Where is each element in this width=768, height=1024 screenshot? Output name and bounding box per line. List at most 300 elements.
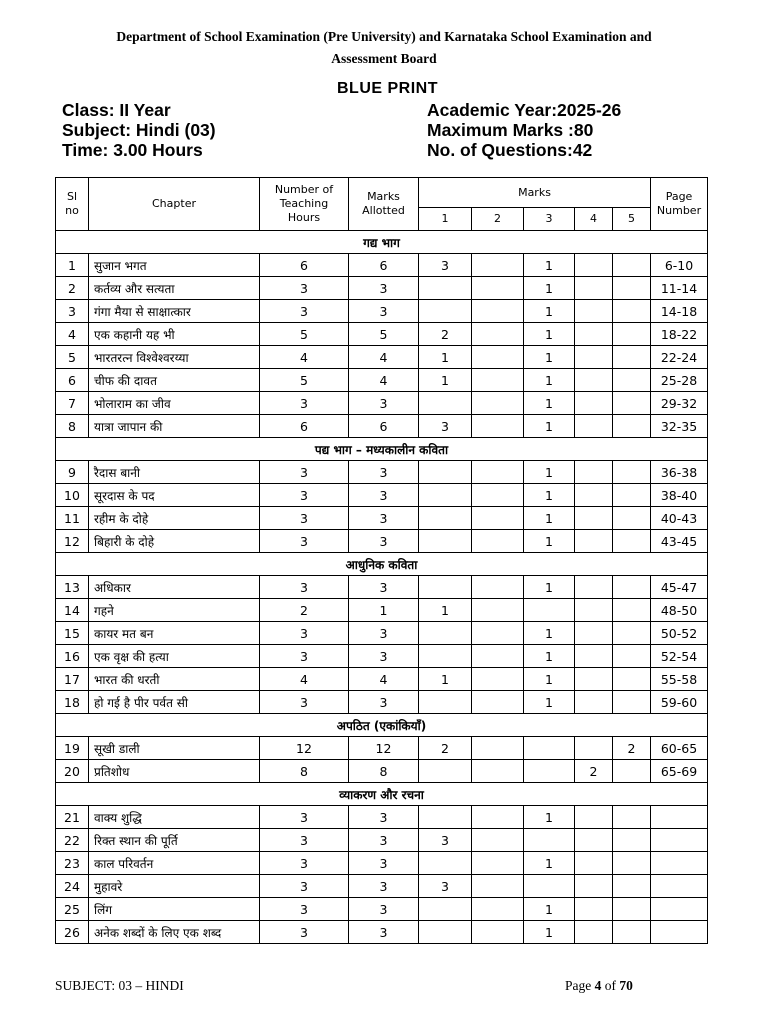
marks-3-cell: 1 [524, 645, 575, 668]
meta-right [427, 100, 621, 160]
marks-3-cell: 1 [524, 530, 575, 553]
chapter-cell: रैदास बानी [89, 461, 260, 484]
allotted-cell: 3 [349, 691, 419, 714]
marks-5-cell [613, 622, 651, 645]
chapter-cell: प्रतिशोध [89, 760, 260, 783]
chapter-cell: मुहावरे [89, 875, 260, 898]
page-number-cell: 29-32 [651, 392, 708, 415]
table-row [56, 921, 708, 944]
marks-2-cell [472, 875, 524, 898]
marks-3-cell: 1 [524, 484, 575, 507]
marks-1-header: 1 [419, 208, 472, 231]
marks-2-cell [472, 369, 524, 392]
marks-1-cell: 3 [419, 254, 472, 277]
sl-no-cell: 25 [56, 898, 89, 921]
sl-no-cell: 8 [56, 415, 89, 438]
marks-1-cell [419, 576, 472, 599]
allotted-cell: 3 [349, 852, 419, 875]
allotted-cell: 3 [349, 576, 419, 599]
department-line-2: Assessment Board [331, 51, 437, 66]
marks-4-cell [575, 254, 613, 277]
chapter-cell: एक कहानी यह भी [89, 323, 260, 346]
sl-no-cell: 15 [56, 622, 89, 645]
section-title: पद्य भाग – मध्यकालीन कविता [56, 438, 708, 461]
marks-2-cell [472, 461, 524, 484]
table-row [56, 369, 708, 392]
allotted-cell: 4 [349, 668, 419, 691]
marks-5-cell [613, 760, 651, 783]
marks-2-cell [472, 392, 524, 415]
hours-cell: 5 [260, 323, 349, 346]
marks-1-cell: 1 [419, 599, 472, 622]
marks-1-cell [419, 530, 472, 553]
hours-cell: 6 [260, 415, 349, 438]
sl-no-header: Sl no [56, 178, 89, 231]
allotted-cell: 3 [349, 300, 419, 323]
chapter-cell: गहने [89, 599, 260, 622]
marks-4-cell [575, 921, 613, 944]
marks-5-cell [613, 898, 651, 921]
marks-5-cell [613, 461, 651, 484]
marks-4-cell [575, 622, 613, 645]
table-row [56, 829, 708, 852]
marks-2-cell [472, 806, 524, 829]
hours-cell: 3 [260, 806, 349, 829]
marks-5-cell [613, 392, 651, 415]
chapter-cell: सूखी डाली [89, 737, 260, 760]
marks-3-cell [524, 760, 575, 783]
page-number-cell [651, 875, 708, 898]
marks-2-cell [472, 829, 524, 852]
section-row [56, 783, 708, 806]
hours-cell: 3 [260, 829, 349, 852]
page-number-cell: 32-35 [651, 415, 708, 438]
marks-3-cell: 1 [524, 576, 575, 599]
footer-subject: SUBJECT: 03 – HINDI [55, 978, 184, 993]
page-current: 4 [594, 978, 602, 993]
section-row [56, 553, 708, 576]
table-row [56, 806, 708, 829]
marks-2-cell [472, 898, 524, 921]
marks-3-cell: 1 [524, 392, 575, 415]
sl-no-cell: 14 [56, 599, 89, 622]
page-number-cell [651, 829, 708, 852]
section-title: अपठित (एकांकियाँ) [56, 714, 708, 737]
chapter-cell: काल परिवर्तन [89, 852, 260, 875]
marks-2-cell [472, 277, 524, 300]
allotted-cell: 12 [349, 737, 419, 760]
marks-1-cell: 3 [419, 875, 472, 898]
chapter-cell: चीफ की दावत [89, 369, 260, 392]
marks-4-cell [575, 346, 613, 369]
table-row [56, 484, 708, 507]
marks-1-cell: 3 [419, 829, 472, 852]
page-number-cell: 38-40 [651, 484, 708, 507]
chapter-cell: वाक्य शुद्धि [89, 806, 260, 829]
page-number-cell: 6-10 [651, 254, 708, 277]
hours-cell: 5 [260, 369, 349, 392]
chapter-cell: सूरदास के पद [89, 484, 260, 507]
hours-cell: 3 [260, 576, 349, 599]
marks-3-header: 3 [524, 208, 575, 231]
page-number-cell: 22-24 [651, 346, 708, 369]
page-number-cell: 25-28 [651, 369, 708, 392]
sl-no-cell: 13 [56, 576, 89, 599]
table-row [56, 875, 708, 898]
hours-cell: 12 [260, 737, 349, 760]
allotted-cell: 3 [349, 507, 419, 530]
page-number-cell: 59-60 [651, 691, 708, 714]
marks-1-cell [419, 760, 472, 783]
marks-4-cell [575, 829, 613, 852]
hours-cell: 3 [260, 484, 349, 507]
marks-3-cell [524, 829, 575, 852]
marks-1-cell [419, 852, 472, 875]
meta-left [62, 100, 216, 160]
marks-5-cell [613, 599, 651, 622]
table-row [56, 691, 708, 714]
allotted-cell: 1 [349, 599, 419, 622]
marks-5-cell [613, 921, 651, 944]
marks-5-cell [613, 369, 651, 392]
marks-3-cell [524, 599, 575, 622]
allotted-cell: 3 [349, 829, 419, 852]
marks-2-cell [472, 921, 524, 944]
sl-no-cell: 9 [56, 461, 89, 484]
marks-3-cell: 1 [524, 852, 575, 875]
table-row [56, 323, 708, 346]
hours-cell: 3 [260, 392, 349, 415]
chapter-cell: हो गई है पीर पर्वत सी [89, 691, 260, 714]
page-number-cell [651, 921, 708, 944]
page-number-cell: 36-38 [651, 461, 708, 484]
marks-5-cell [613, 806, 651, 829]
table-row [56, 277, 708, 300]
marks-1-cell: 2 [419, 737, 472, 760]
marks-3-cell: 1 [524, 254, 575, 277]
allotted-cell: 3 [349, 921, 419, 944]
sl-no-cell: 19 [56, 737, 89, 760]
table-row [56, 645, 708, 668]
marks-3-cell: 1 [524, 415, 575, 438]
marks-1-cell: 1 [419, 668, 472, 691]
header-row-1 [56, 178, 708, 208]
allotted-cell: 8 [349, 760, 419, 783]
hours-cell: 3 [260, 277, 349, 300]
marks-2-cell [472, 691, 524, 714]
marks-4-cell [575, 898, 613, 921]
marks-4-cell [575, 277, 613, 300]
hours-cell: 3 [260, 507, 349, 530]
marks-2-cell [472, 323, 524, 346]
marks-4-cell [575, 323, 613, 346]
chapter-cell: भारत की धरती [89, 668, 260, 691]
class-label: Class: II Year [62, 100, 171, 120]
marks-5-cell [613, 829, 651, 852]
allotted-cell: 5 [349, 323, 419, 346]
marks-3-cell: 1 [524, 277, 575, 300]
hours-cell: 3 [260, 852, 349, 875]
sl-no-cell: 4 [56, 323, 89, 346]
table-row [56, 461, 708, 484]
sl-no-cell: 18 [56, 691, 89, 714]
marks-5-cell [613, 415, 651, 438]
marks-4-cell [575, 806, 613, 829]
marks-5-cell [613, 576, 651, 599]
marks-5-cell [613, 484, 651, 507]
sl-no-cell: 2 [56, 277, 89, 300]
marks-5-cell [613, 277, 651, 300]
marks-5-cell [613, 530, 651, 553]
marks-2-cell [472, 300, 524, 323]
sl-no-cell: 10 [56, 484, 89, 507]
marks-5-cell [613, 254, 651, 277]
section-row [56, 231, 708, 254]
hours-cell: 4 [260, 668, 349, 691]
table-row [56, 898, 708, 921]
marks-5-cell [613, 875, 651, 898]
allotted-cell: 3 [349, 461, 419, 484]
chapter-cell: कायर मत बन [89, 622, 260, 645]
sl-no-cell: 7 [56, 392, 89, 415]
table-row [56, 346, 708, 369]
chapter-cell: अनेक शब्दों के लिए एक शब्द [89, 921, 260, 944]
marks-1-cell [419, 921, 472, 944]
marks-1-cell [419, 392, 472, 415]
hours-cell: 4 [260, 346, 349, 369]
sl-no-cell: 17 [56, 668, 89, 691]
marks-3-cell: 1 [524, 369, 575, 392]
marks-1-cell: 2 [419, 323, 472, 346]
marks-4-cell [575, 691, 613, 714]
marks-5-cell [613, 300, 651, 323]
page-number-cell: 65-69 [651, 760, 708, 783]
allotted-cell: 3 [349, 484, 419, 507]
marks-4-cell [575, 645, 613, 668]
marks-group-header: Marks [419, 178, 651, 208]
marks-allotted-header: Marks Allotted [349, 178, 419, 231]
marks-1-cell [419, 507, 472, 530]
allotted-cell: 3 [349, 392, 419, 415]
table-row [56, 254, 708, 277]
page-number-cell [651, 852, 708, 875]
marks-4-cell [575, 875, 613, 898]
marks-2-cell [472, 576, 524, 599]
sl-no-cell: 16 [56, 645, 89, 668]
marks-1-cell: 3 [419, 415, 472, 438]
marks-3-cell: 1 [524, 622, 575, 645]
allotted-cell: 4 [349, 369, 419, 392]
hours-cell: 3 [260, 645, 349, 668]
marks-2-cell [472, 346, 524, 369]
marks-1-cell [419, 645, 472, 668]
hours-cell: 2 [260, 599, 349, 622]
blue-print-title: BLUE PRINT [337, 80, 438, 97]
marks-3-cell: 1 [524, 461, 575, 484]
subject-label: Subject: Hindi (03) [62, 120, 216, 140]
table-row [56, 507, 708, 530]
marks-4-cell [575, 300, 613, 323]
chapter-cell: बिहारी के दोहे [89, 530, 260, 553]
max-marks-label: Maximum Marks :80 [427, 120, 594, 140]
marks-4-cell [575, 599, 613, 622]
section-row [56, 438, 708, 461]
page-number-cell: 40-43 [651, 507, 708, 530]
hours-cell: 8 [260, 760, 349, 783]
teaching-hours-header: Number of Teaching Hours [260, 178, 349, 231]
table-row [56, 599, 708, 622]
marks-3-cell: 1 [524, 806, 575, 829]
sl-no-cell: 21 [56, 806, 89, 829]
chapter-cell: लिंग [89, 898, 260, 921]
hours-cell: 3 [260, 875, 349, 898]
section-row [56, 714, 708, 737]
marks-2-cell [472, 507, 524, 530]
marks-2-cell [472, 622, 524, 645]
page-number-cell: 60-65 [651, 737, 708, 760]
marks-2-cell [472, 737, 524, 760]
marks-1-cell [419, 622, 472, 645]
marks-1-cell [419, 806, 472, 829]
marks-1-cell [419, 300, 472, 323]
sl-no-cell: 6 [56, 369, 89, 392]
chapter-cell: एक वृक्ष की हत्या [89, 645, 260, 668]
page-number-cell: 14-18 [651, 300, 708, 323]
sl-no-cell: 1 [56, 254, 89, 277]
table-row [56, 392, 708, 415]
hours-cell: 6 [260, 254, 349, 277]
allotted-cell: 3 [349, 530, 419, 553]
marks-1-cell [419, 898, 472, 921]
page-total: 70 [619, 978, 633, 993]
marks-5-cell [613, 645, 651, 668]
marks-3-cell: 1 [524, 346, 575, 369]
hours-cell: 3 [260, 691, 349, 714]
marks-5-header: 5 [613, 208, 651, 231]
marks-1-cell: 1 [419, 369, 472, 392]
table-row [56, 415, 708, 438]
allotted-cell: 6 [349, 415, 419, 438]
marks-1-cell [419, 484, 472, 507]
marks-4-cell [575, 852, 613, 875]
sl-no-cell: 24 [56, 875, 89, 898]
table-row [56, 852, 708, 875]
marks-3-cell: 1 [524, 323, 575, 346]
academic-year-label: Academic Year:2025-26 [427, 100, 622, 120]
marks-2-cell [472, 254, 524, 277]
sl-no-cell: 5 [56, 346, 89, 369]
section-title: आधुनिक कविता [56, 553, 708, 576]
marks-2-cell [472, 645, 524, 668]
marks-2-cell [472, 852, 524, 875]
marks-4-cell [575, 507, 613, 530]
allotted-cell: 3 [349, 622, 419, 645]
marks-2-cell [472, 668, 524, 691]
page-number-cell: 48-50 [651, 599, 708, 622]
page-number-cell [651, 898, 708, 921]
department-line-1: Department of School Examination (Pre University) and Karnataka School Examination and [116, 29, 652, 44]
hours-cell: 3 [260, 622, 349, 645]
allotted-cell: 3 [349, 898, 419, 921]
chapter-cell: रहीम के दोहे [89, 507, 260, 530]
page-number-cell: 55-58 [651, 668, 708, 691]
marks-2-cell [472, 484, 524, 507]
chapter-header: Chapter [89, 178, 260, 231]
sl-no-cell: 26 [56, 921, 89, 944]
marks-5-cell [613, 668, 651, 691]
hours-cell: 3 [260, 921, 349, 944]
marks-2-header: 2 [472, 208, 524, 231]
marks-5-cell [613, 346, 651, 369]
marks-1-cell: 1 [419, 346, 472, 369]
time-label: Time: 3.00 Hours [62, 140, 203, 160]
sl-no-cell: 11 [56, 507, 89, 530]
chapter-cell: भोलाराम का जीव [89, 392, 260, 415]
marks-5-cell [613, 852, 651, 875]
marks-2-cell [472, 530, 524, 553]
chapter-cell: रिक्त स्थान की पूर्ति [89, 829, 260, 852]
allotted-cell: 3 [349, 875, 419, 898]
marks-3-cell: 1 [524, 921, 575, 944]
page-number-cell [651, 806, 708, 829]
marks-4-cell [575, 484, 613, 507]
table-row [56, 737, 708, 760]
marks-2-cell [472, 599, 524, 622]
table-row [56, 300, 708, 323]
marks-3-cell: 1 [524, 300, 575, 323]
marks-3-cell [524, 875, 575, 898]
page-number-cell: 45-47 [651, 576, 708, 599]
department-heading [0, 26, 768, 70]
marks-4-cell [575, 461, 613, 484]
page-prefix: Page [565, 978, 595, 993]
marks-4-cell [575, 392, 613, 415]
hours-cell: 3 [260, 530, 349, 553]
marks-2-cell [472, 415, 524, 438]
allotted-cell: 4 [349, 346, 419, 369]
table-row [56, 668, 708, 691]
marks-4-cell [575, 668, 613, 691]
marks-3-cell: 1 [524, 507, 575, 530]
allotted-cell: 3 [349, 277, 419, 300]
marks-4-cell [575, 576, 613, 599]
marks-4-cell [575, 415, 613, 438]
hours-cell: 3 [260, 461, 349, 484]
sl-no-cell: 20 [56, 760, 89, 783]
table-row [56, 622, 708, 645]
allotted-cell: 6 [349, 254, 419, 277]
marks-5-cell [613, 507, 651, 530]
sl-no-cell: 23 [56, 852, 89, 875]
marks-1-cell [419, 691, 472, 714]
hours-cell: 3 [260, 300, 349, 323]
page-number-cell: 43-45 [651, 530, 708, 553]
page-of: of [601, 978, 620, 993]
marks-1-cell [419, 461, 472, 484]
marks-4-cell [575, 530, 613, 553]
marks-1-cell [419, 277, 472, 300]
chapter-cell: भारतरत्न विश्वेश्वरय्या [89, 346, 260, 369]
num-questions-label: No. of Questions:42 [427, 140, 593, 160]
marks-3-cell: 1 [524, 668, 575, 691]
marks-3-cell [524, 737, 575, 760]
marks-3-cell: 1 [524, 898, 575, 921]
marks-5-cell [613, 691, 651, 714]
allotted-cell: 3 [349, 645, 419, 668]
marks-4-cell [575, 369, 613, 392]
chapter-cell: सुजान भगत [89, 254, 260, 277]
chapter-cell: अधिकार [89, 576, 260, 599]
